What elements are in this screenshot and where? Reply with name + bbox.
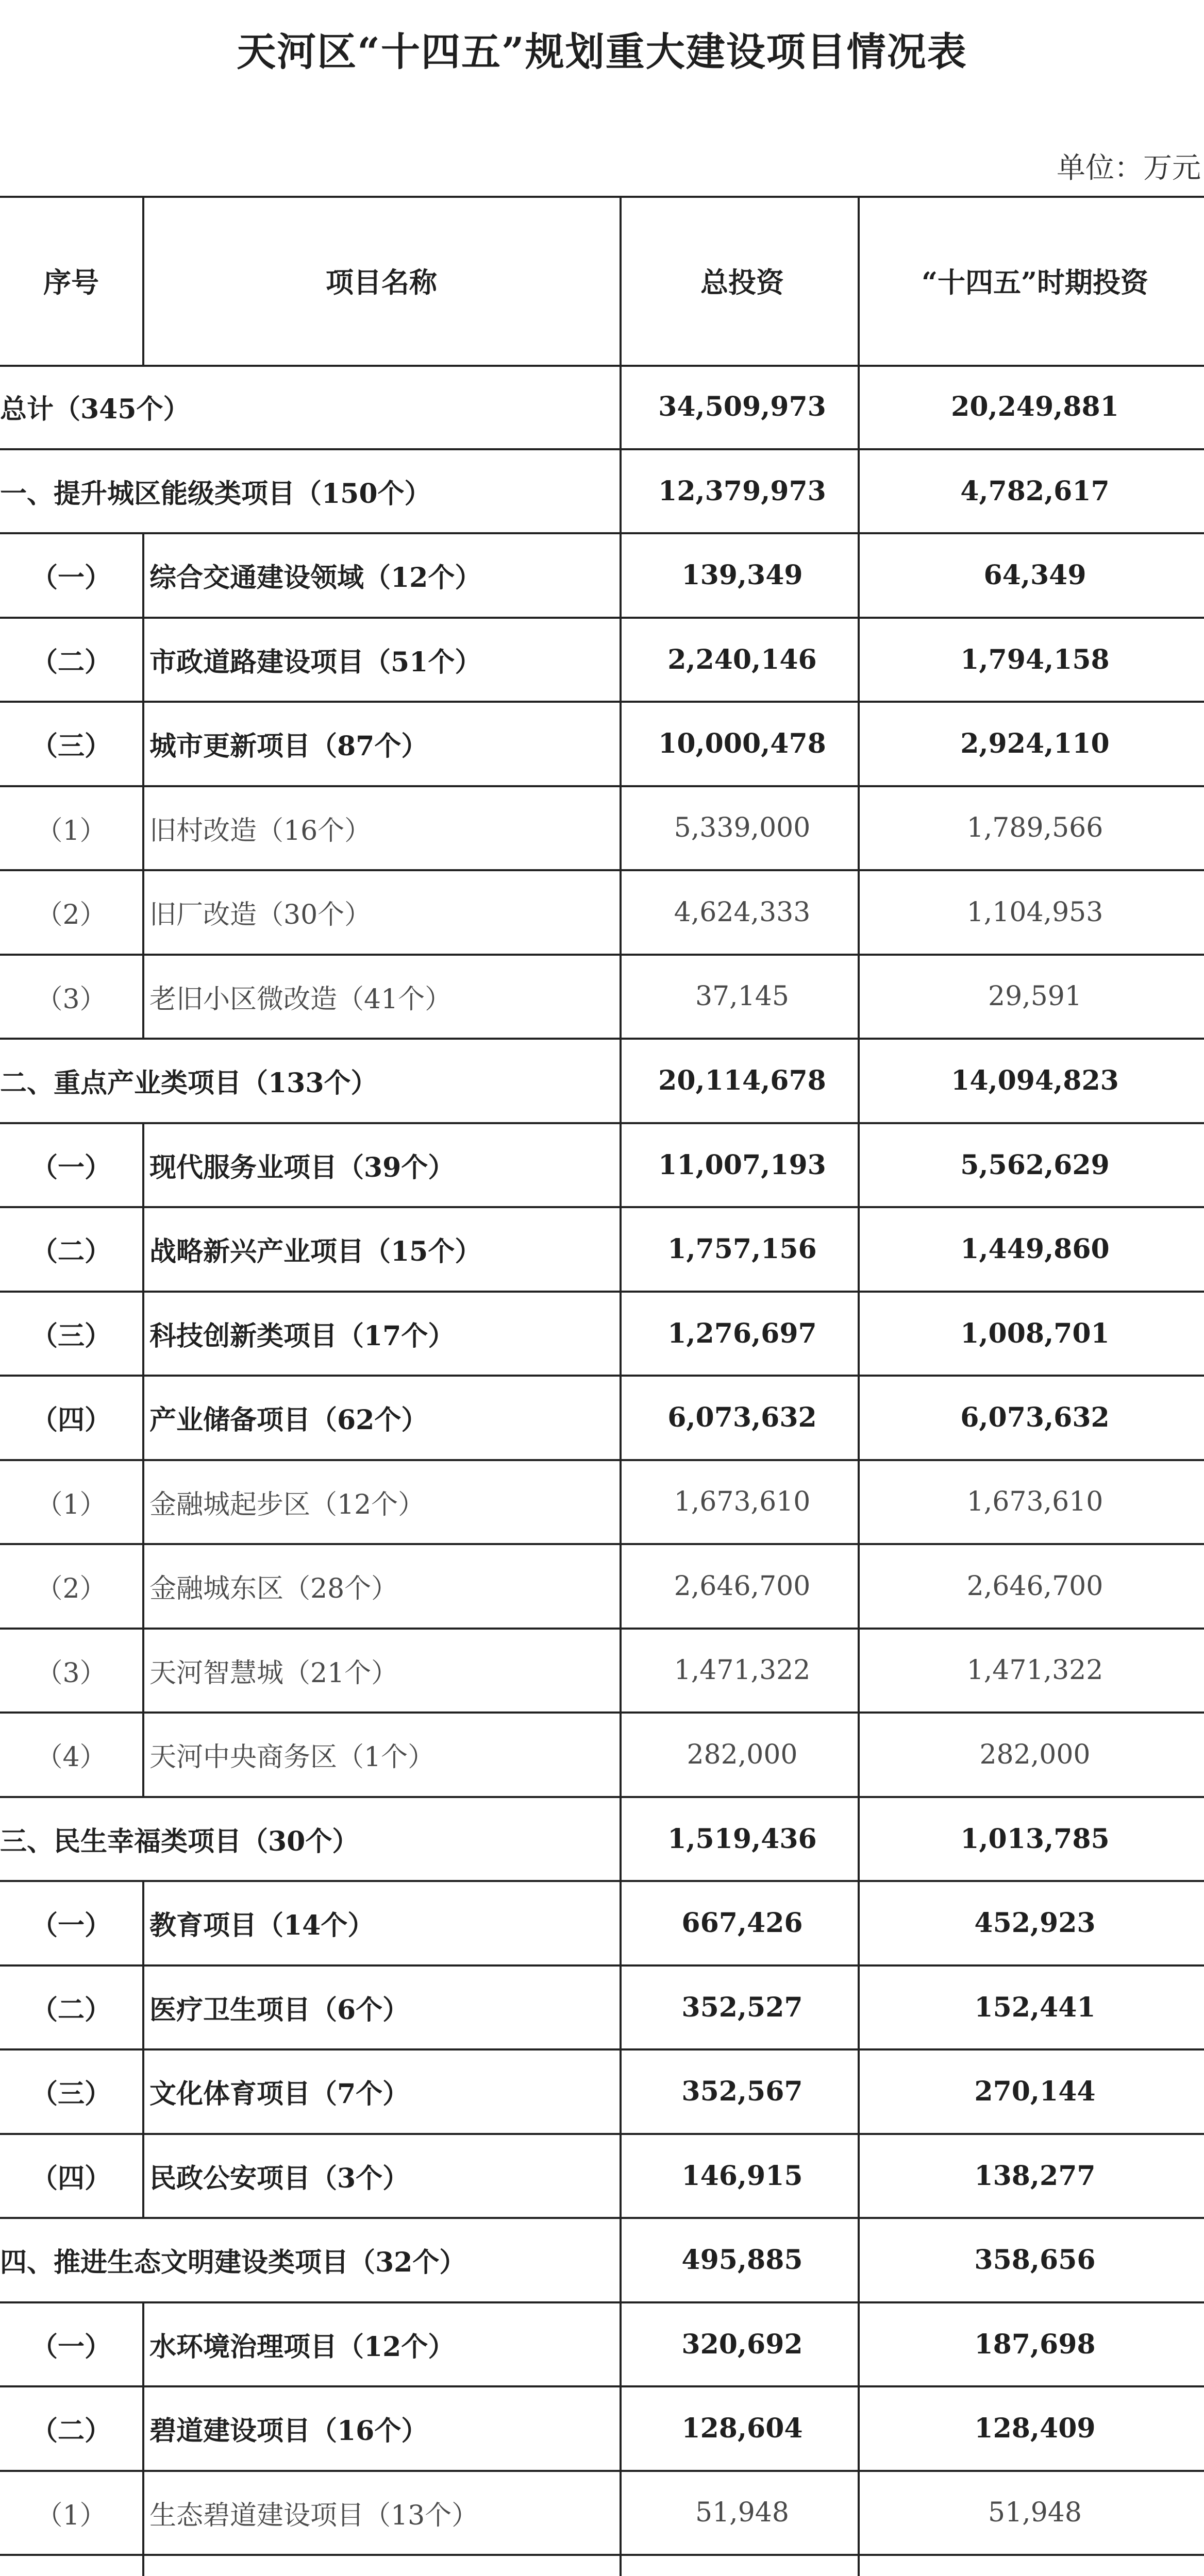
section-label: 二、重点产业类项目（133个）: [0, 1067, 378, 1099]
row-period-investment: 128,409: [974, 2413, 1096, 2445]
column-divider: [858, 1460, 860, 1545]
row-period-investment: 452,923: [974, 1907, 1096, 1939]
column-divider: [142, 1544, 144, 1629]
table-border-line: [0, 196, 1204, 198]
table-row: [0, 1123, 1204, 1208]
column-divider: [858, 449, 860, 534]
row-seq: （1）: [36, 1489, 107, 1520]
header-name: 项目名称: [326, 265, 437, 299]
table-row: [0, 1629, 1204, 1713]
column-divider: [858, 2471, 860, 2555]
column-divider: [142, 196, 144, 365]
column-divider: [620, 196, 622, 365]
row-seq: （三）: [30, 1320, 111, 1352]
column-divider: [142, 870, 144, 955]
header-seq: 序号: [43, 265, 99, 299]
column-divider: [142, 533, 144, 618]
column-divider: [858, 1207, 860, 1292]
row-total-investment: 352,527: [681, 1991, 803, 2023]
row-period-investment: 187,698: [974, 2328, 1096, 2360]
row-name: 战略新兴产业项目（15个）: [149, 1236, 482, 1268]
row-seq: （三）: [30, 731, 111, 762]
column-divider: [142, 955, 144, 1039]
column-divider: [620, 365, 622, 449]
row-name: 产业储备项目（62个）: [149, 1404, 428, 1436]
column-divider: [620, 618, 622, 702]
row-period-investment: 51,948: [988, 2497, 1082, 2529]
table-row: [0, 2218, 1204, 2302]
row-name: 旧厂改造（30个）: [149, 900, 372, 931]
column-divider: [142, 1207, 144, 1292]
row-period-investment: 1,449,860: [960, 1233, 1110, 1265]
row-total-investment: 1,757,156: [667, 1233, 817, 1265]
table-row: [0, 1881, 1204, 1965]
column-divider: [142, 1965, 144, 2050]
row-name: 医疗卫生项目（6个）: [149, 1994, 410, 2026]
column-divider: [858, 1376, 860, 1460]
row-period-investment: [866, 2555, 1204, 2576]
column-divider: [142, 1629, 144, 1713]
table-row: [0, 2386, 1204, 2471]
row-period-investment: 138,277: [974, 2160, 1096, 2192]
row-seq: （4）: [36, 1742, 107, 1773]
column-divider: [620, 870, 622, 955]
column-divider: [620, 1965, 622, 2050]
row-total-investment: 20,114,678: [658, 1065, 826, 1097]
row-seq: （二）: [30, 1994, 111, 2026]
column-divider: [142, 2555, 144, 2576]
row-total-investment: 11,007,193: [658, 1149, 826, 1181]
row-seq: （2）: [36, 900, 107, 931]
table-row: [0, 2302, 1204, 2387]
section-label: 一、提升城区能级类项目（150个）: [0, 478, 431, 510]
column-divider: [620, 702, 622, 786]
row-total-investment: 4,624,333: [674, 896, 811, 928]
row-period-investment: 2,924,110: [960, 728, 1110, 760]
row-total-investment: 37,145: [695, 981, 789, 1012]
column-divider: [142, 2471, 144, 2555]
row-total-investment: [627, 2555, 858, 2576]
row-period-investment: 4,782,617: [960, 475, 1110, 507]
column-divider: [142, 1460, 144, 1545]
row-seq: （1）: [36, 2500, 107, 2531]
row-period-investment: 1,471,322: [966, 1655, 1103, 1686]
row-period-investment: 1,013,785: [960, 1823, 1110, 1855]
column-divider: [620, 786, 622, 871]
column-divider: [858, 533, 860, 618]
column-divider: [858, 1881, 860, 1965]
column-divider: [142, 1376, 144, 1460]
document-title: 天河区“十四五”规划重大建设项目情况表: [237, 29, 967, 75]
row-seq: （一）: [30, 2331, 111, 2363]
column-divider: [142, 618, 144, 702]
table-row: [0, 365, 1204, 449]
row-total-investment: 6,073,632: [667, 1402, 817, 1434]
row-name: 市政道路建设项目（51个）: [149, 646, 482, 678]
column-divider: [858, 365, 860, 449]
column-divider: [620, 1039, 622, 1123]
table-row: [0, 1713, 1204, 1797]
row-period-investment: 282,000: [979, 1739, 1091, 1770]
column-divider: [620, 2302, 622, 2387]
table-row: [0, 702, 1204, 786]
column-divider: [858, 1292, 860, 1376]
column-divider: [620, 449, 622, 534]
row-period-investment: 64,349: [983, 560, 1086, 591]
row-seq: （1）: [36, 815, 107, 846]
row-name: 老旧小区微改造（41个）: [149, 984, 452, 1015]
column-divider: [142, 786, 144, 871]
column-divider: [858, 2302, 860, 2387]
row-period-investment: 152,441: [974, 1991, 1096, 2023]
row-total-investment: 1,471,322: [674, 1655, 811, 1686]
row-total-investment: 667,426: [681, 1907, 803, 1939]
column-divider: [858, 2218, 860, 2302]
column-divider: [858, 1713, 860, 1797]
row-period-investment: 6,073,632: [960, 1402, 1110, 1434]
column-divider: [858, 1965, 860, 2050]
column-divider: [858, 1544, 860, 1629]
column-divider: [620, 1713, 622, 1797]
row-name: 民政公安项目（3个）: [149, 2162, 410, 2194]
table-header-row: [0, 196, 1204, 365]
row-period-investment: 1,673,610: [966, 1486, 1103, 1518]
table-row: [0, 1544, 1204, 1629]
table-row: [0, 2555, 1204, 2576]
column-divider: [620, 1123, 622, 1208]
row-total-investment: 1,673,610: [674, 1486, 811, 1518]
column-divider: [142, 1292, 144, 1376]
section-label: 三、民生幸福类项目（30个）: [0, 1825, 359, 1857]
row-name: [149, 2555, 613, 2576]
column-divider: [858, 786, 860, 871]
column-divider: [858, 618, 860, 702]
column-divider: [858, 2555, 860, 2576]
row-period-investment: 14,094,823: [951, 1065, 1119, 1097]
row-name: 生态碧道建设项目（13个）: [149, 2500, 479, 2531]
header-period: “十四五”时期投资: [921, 265, 1149, 299]
row-name: 城市更新项目（87个）: [149, 731, 428, 762]
table-row: [0, 1460, 1204, 1545]
column-divider: [620, 533, 622, 618]
column-divider: [620, 955, 622, 1039]
column-divider: [620, 1376, 622, 1460]
row-name: 水环境治理项目（12个）: [149, 2331, 455, 2363]
row-seq: （二）: [30, 2415, 111, 2447]
row-total-investment: 495,885: [681, 2244, 803, 2276]
table-row: [0, 449, 1204, 534]
row-seq: （3）: [36, 1657, 107, 1689]
row-total-investment: 139,349: [681, 560, 803, 591]
table-row: [0, 1797, 1204, 1882]
column-divider: [142, 1713, 144, 1797]
row-period-investment: 2,646,700: [966, 1570, 1103, 1602]
table-row: [0, 1039, 1204, 1123]
row-seq: （四）: [30, 1404, 111, 1436]
row-period-investment: 1,104,953: [966, 896, 1103, 928]
row-seq: （二）: [30, 1236, 111, 1268]
row-period-investment: 29,591: [988, 981, 1082, 1012]
row-period-investment: 270,144: [974, 2076, 1096, 2108]
column-divider: [620, 1544, 622, 1629]
row-name: 天河智慧城（21个）: [149, 1657, 398, 1689]
column-divider: [620, 1207, 622, 1292]
row-name: 金融城东区（28个）: [149, 1573, 398, 1605]
column-divider: [858, 1039, 860, 1123]
table-row: [0, 2134, 1204, 2218]
row-seq: （三）: [30, 2078, 111, 2110]
column-divider: [858, 2049, 860, 2134]
header-total: 总投资: [700, 265, 784, 299]
table-row: [0, 618, 1204, 702]
row-seq: （四）: [30, 2162, 111, 2194]
column-divider: [620, 1881, 622, 1965]
unit-label: 单位：万元: [1057, 151, 1201, 185]
row-name: 科技创新类项目（17个）: [149, 1320, 455, 1352]
column-divider: [142, 702, 144, 786]
table-row: [0, 1965, 1204, 2050]
table-row: [0, 2049, 1204, 2134]
table-row: [0, 533, 1204, 618]
table-row: [0, 955, 1204, 1039]
row-total-investment: 2,646,700: [674, 1570, 811, 1602]
row-total-investment: 352,567: [681, 2076, 803, 2108]
column-divider: [620, 2134, 622, 2218]
row-name: 天河中央商务区（1个）: [149, 1742, 435, 1773]
column-divider: [858, 1123, 860, 1208]
column-divider: [620, 2218, 622, 2302]
column-divider: [142, 2134, 144, 2218]
column-divider: [858, 1797, 860, 1882]
column-divider: [620, 2555, 622, 2576]
row-total-investment: 34,509,973: [658, 391, 826, 423]
row-total-investment: 1,276,697: [667, 1317, 817, 1349]
column-divider: [142, 1881, 144, 1965]
table-row: [0, 1207, 1204, 1292]
column-divider: [858, 196, 860, 365]
table-row: [0, 2471, 1204, 2555]
row-seq: （3）: [36, 984, 107, 1015]
row-total-investment: 146,915: [681, 2160, 803, 2192]
table-row: [0, 786, 1204, 871]
column-divider: [858, 702, 860, 786]
row-total-investment: 1,519,436: [667, 1823, 817, 1855]
row-total-investment: 12,379,973: [658, 475, 826, 507]
row-total-investment: 5,339,000: [674, 812, 811, 844]
row-seq: （一）: [30, 1910, 111, 1942]
section-label: 四、推进生态文明建设类项目（32个）: [0, 2247, 466, 2279]
row-seq: （一）: [30, 562, 111, 594]
row-name: 碧道建设项目（16个）: [149, 2415, 428, 2447]
row-period-investment: 1,008,701: [960, 1317, 1110, 1349]
column-divider: [858, 955, 860, 1039]
column-divider: [620, 1460, 622, 1545]
row-period-investment: 358,656: [974, 2244, 1096, 2276]
section-label: 总计（345个）: [0, 394, 190, 426]
table-row: [0, 1292, 1204, 1376]
column-divider: [620, 1797, 622, 1882]
row-name: 金融城起步区（12个）: [149, 1489, 425, 1520]
column-divider: [620, 2049, 622, 2134]
row-seq: [0, 2555, 142, 2576]
column-divider: [620, 1629, 622, 1713]
row-name: 文化体育项目（7个）: [149, 2078, 410, 2110]
row-period-investment: 20,249,881: [951, 391, 1119, 423]
row-period-investment: 1,794,158: [960, 643, 1110, 675]
row-total-investment: 320,692: [681, 2328, 803, 2360]
row-total-investment: 282,000: [687, 1739, 798, 1770]
row-name: 教育项目（14个）: [149, 1910, 375, 1942]
row-total-investment: 2,240,146: [667, 643, 817, 675]
row-period-investment: 1,789,566: [966, 812, 1103, 844]
column-divider: [142, 2302, 144, 2387]
row-seq: （一）: [30, 1151, 111, 1183]
row-total-investment: 10,000,478: [658, 728, 826, 760]
column-divider: [142, 2049, 144, 2134]
row-name: 现代服务业项目（39个）: [149, 1151, 455, 1183]
row-seq: （二）: [30, 646, 111, 678]
row-total-investment: 51,948: [695, 2497, 789, 2529]
row-name: 综合交通建设领域（12个）: [149, 562, 482, 594]
column-divider: [620, 2471, 622, 2555]
row-seq: （2）: [36, 1573, 107, 1605]
column-divider: [858, 2386, 860, 2471]
column-divider: [142, 1123, 144, 1208]
table-row: [0, 1376, 1204, 1460]
table-row: [0, 870, 1204, 955]
column-divider: [858, 1629, 860, 1713]
column-divider: [858, 2134, 860, 2218]
row-name: 旧村改造（16个）: [149, 815, 372, 846]
column-divider: [620, 2386, 622, 2471]
column-divider: [858, 870, 860, 955]
column-divider: [142, 2386, 144, 2471]
row-total-investment: 128,604: [681, 2413, 803, 2445]
row-period-investment: 5,562,629: [960, 1149, 1110, 1181]
column-divider: [620, 1292, 622, 1376]
